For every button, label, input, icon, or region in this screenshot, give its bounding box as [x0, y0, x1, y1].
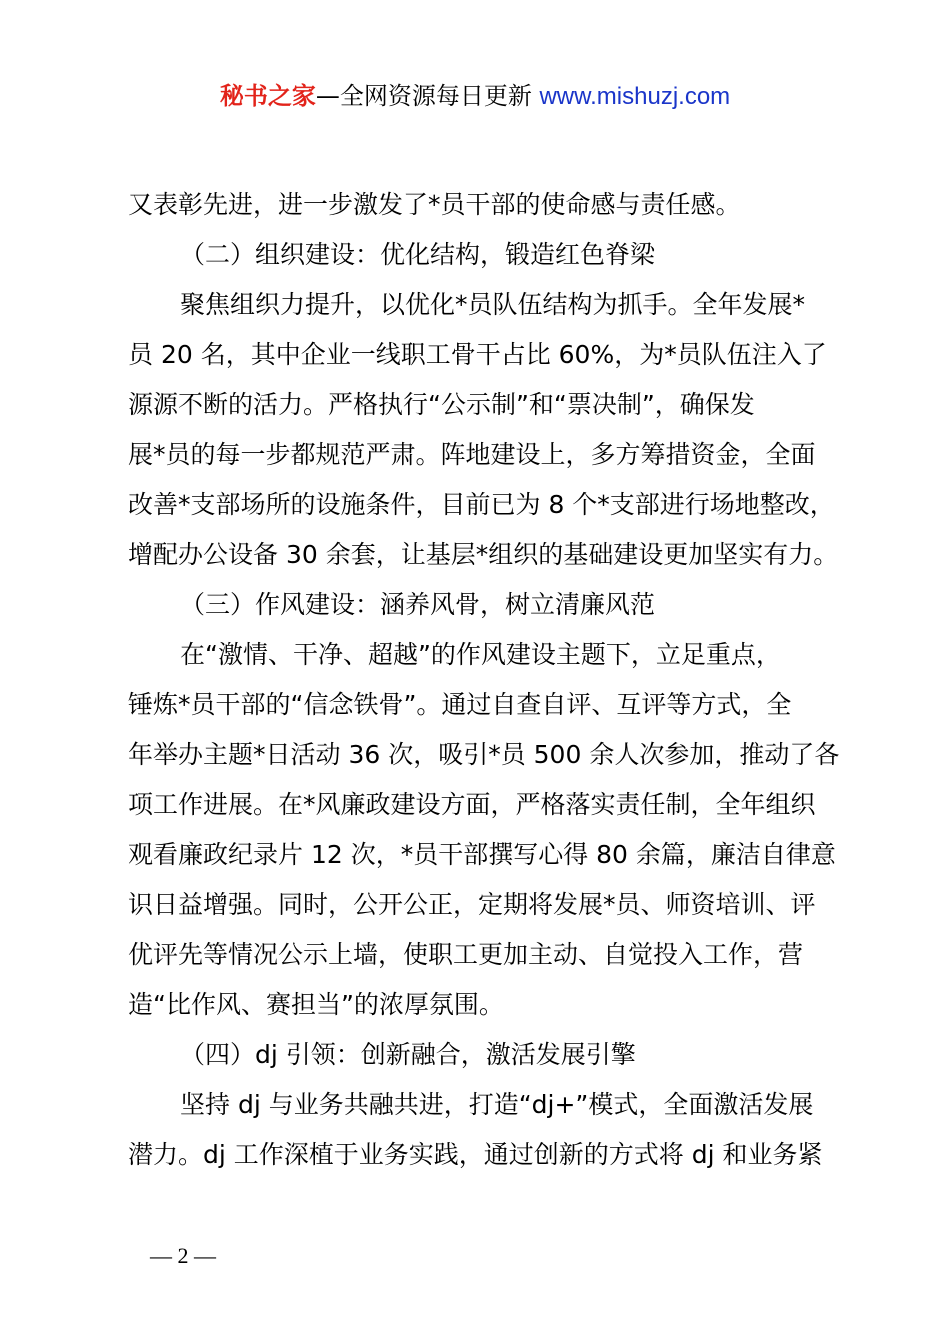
body-line: 观看廉政纪录片 12 次，*员干部撰写心得 80 余篇，廉洁自律意	[128, 840, 836, 869]
site-url[interactable]: www.mishuzj.com	[539, 83, 731, 110]
body-line: 年举办主题*日活动 36 次，吸引*员 500 余人次参加，推动了各	[128, 740, 840, 769]
paragraph-start: 聚焦组织力提升，以优化*员队伍结构为抓手。全年发展*	[180, 290, 806, 319]
section-heading-3: （三）作风建设：涵养风骨，树立清廉风范	[180, 590, 656, 619]
body-line: 员 20 名，其中企业一线职工骨干占比 60%，为*员队伍注入了	[128, 340, 827, 369]
body-line: 优评先等情况公示上墙，使职工更加主动、自觉投入工作，营	[128, 940, 804, 969]
body-line: 锤炼*员干部的“信念铁骨”。通过自查自评、互评等方式，全	[128, 690, 792, 719]
body-line: 识日益增强。同时，公开公正，定期将发展*员、师资培训、评	[128, 890, 816, 919]
body-line: 展*员的每一步都规范严肃。阵地建设上，多方筹措资金，全面	[128, 440, 816, 469]
body-line: 增配办公设备 30 余套，让基层*组织的基础建设更加坚实有力。	[128, 540, 839, 569]
brand-name: 秘书之家	[219, 82, 316, 110]
document-body	[128, 185, 848, 1185]
body-line: 又表彰先进，进一步激发了*员干部的使命感与责任感。	[128, 190, 741, 219]
paragraph-start: 坚持 dj 与业务共融共进，打造“dj+”模式，全面激活发展	[180, 1090, 814, 1119]
page-number: — 2 —	[150, 1243, 216, 1268]
body-line: 源源不断的活力。严格执行“公示制”和“票决制”，确保发	[128, 390, 755, 419]
header-slogan: —全网资源每日更新	[315, 82, 540, 110]
body-line: 改善*支部场所的设施条件，目前已为 8 个*支部进行场地整改，	[128, 490, 835, 519]
body-line: 造“比作风、赛担当”的浓厚氛围。	[128, 990, 504, 1019]
section-heading-4: （四）dj 引领：创新融合，激活发展引擎	[180, 1040, 636, 1069]
body-line: 潜力。dj 工作深植于业务实践，通过创新的方式将 dj 和业务紧	[128, 1140, 823, 1169]
site-header	[0, 80, 950, 113]
paragraph-start: 在“激情、干净、超越”的作风建设主题下，立足重点，	[180, 640, 781, 669]
section-heading-2: （二）组织建设：优化结构，锻造红色脊梁	[180, 240, 656, 269]
body-line: 项工作进展。在*风廉政建设方面，严格落实责任制，全年组织	[128, 790, 816, 819]
